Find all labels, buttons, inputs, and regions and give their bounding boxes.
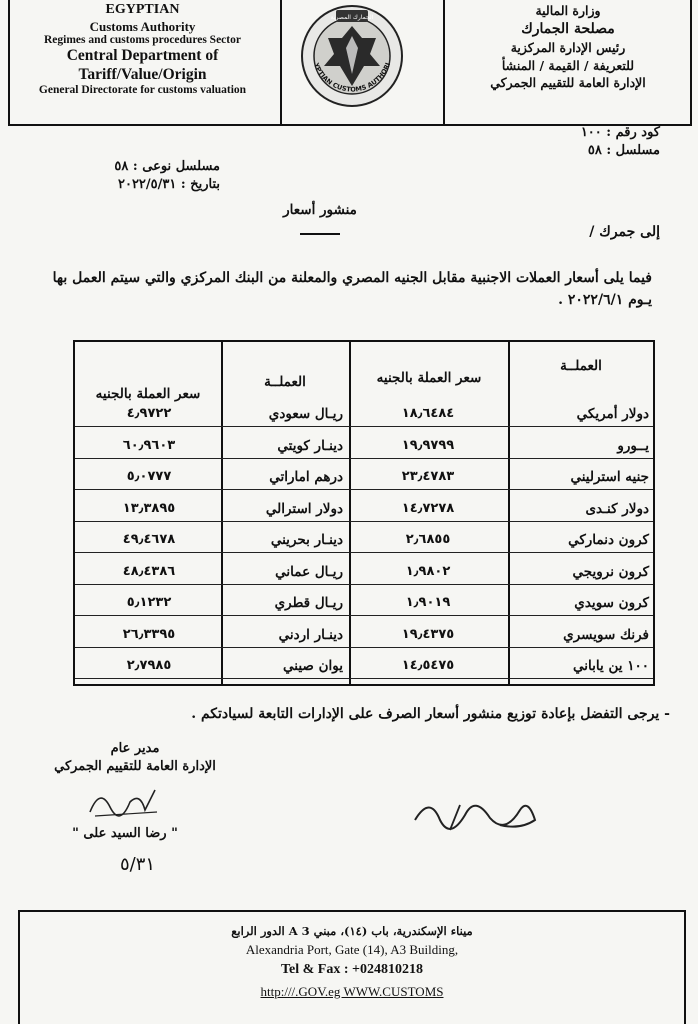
currency-rate-left: ٤٩٫٤٦٧٨: [122, 532, 176, 547]
exchange-rates-table: [73, 340, 655, 686]
currency-rate-right: ١٤٫٥٤٧٥: [401, 658, 455, 673]
customs-seal-logo: [300, 4, 404, 108]
handwritten-signature-left: [85, 782, 165, 822]
code-number: كود رقم : ١٠٠: [580, 125, 660, 140]
code-serial-block: [470, 124, 660, 159]
footer-arabic-address: ميناء الإسكندرية، باب (١٤)، مبني A 3 الدور الرابع: [231, 924, 473, 938]
currency-name-left: ريـال قطري: [274, 595, 343, 611]
signature-block: [30, 740, 240, 775]
currency-rate-right: ١٩٫٤٣٧٥: [401, 626, 455, 642]
currency-rate-left: ٤٨٫٤٣٨٦: [122, 563, 176, 579]
footer-tel-fax: Tel & Fax : +024810218: [280, 962, 423, 977]
arabic-letterhead: [452, 2, 684, 92]
header-divider-left: [280, 0, 282, 124]
en-line-5: Tariff/Value/Origin: [78, 65, 207, 83]
document-title: منشور أسعار: [283, 202, 357, 218]
ar-line-4: للتعريفة / القيمة / المنشأ: [501, 57, 635, 73]
addressee-line: إلى جمرك /: [589, 224, 660, 240]
signer-department: الإدارة العامة للتقييم الجمركي: [54, 758, 216, 774]
en-line-4: Central Department of: [66, 47, 219, 65]
currency-rate-left: ١٣٫٣٨٩٥: [122, 500, 176, 516]
en-line-1: EGYPTIAN: [105, 2, 180, 17]
signer-name: " رضا السيد على ": [72, 826, 178, 841]
col-divider-2: [349, 342, 351, 684]
type-serial: مسلسل نوعى : ٥٨: [114, 159, 220, 174]
footer-english-address: Alexandria Port, Gate (14), A3 Building,: [245, 942, 459, 957]
currency-rate-left: ٥٫١٢٣٢: [126, 595, 172, 610]
header-rate-left: سعر العملة بالجنيه: [95, 386, 201, 402]
ar-line-2: مصلحة الجمارك: [521, 20, 615, 37]
currency-name-left: دولار استرالي: [265, 500, 343, 517]
footer-website-text[interactable]: http:///.GOV.eg WWW.CUSTOMS: [260, 984, 444, 999]
header-divider-right: [443, 0, 445, 124]
currency-name-right: كرون سويدي: [574, 595, 649, 611]
logo-bottom-text: YPTIAN CUSTOMS AUTHORI: [312, 61, 393, 94]
currency-name-right: ١٠٠ ين ياباني: [573, 658, 649, 674]
signer-title: مدير عام: [110, 741, 160, 756]
en-line-6: General Directorate for customs valuation: [38, 83, 247, 96]
currency-name-left: ريـال عماني: [275, 563, 343, 580]
intro-paragraph: فيما يلى أسعار العملات الاجنبية مقابل الجنيه المصري والمعلنة من البنك المركزي والتي سيتم العمل بها يـوم ٢٠٢٢/٦/١ .: [52, 270, 652, 308]
document-date: بتاريخ : ٢٠٢٢/٥/٣١: [117, 176, 220, 192]
ar-line-1: وزارة المالية: [535, 3, 601, 18]
header-currency-right: العملــة: [560, 358, 602, 374]
currency-name-left: ريـال سعودي: [268, 406, 343, 422]
english-letterhead: [10, 2, 275, 98]
footer: [18, 910, 686, 1024]
currency-rate-right: ٢٫٦٨٥٥: [405, 532, 451, 547]
currency-name-left: يوان صيني: [283, 658, 343, 674]
currency-name-left: دينـار اردني: [278, 626, 343, 643]
currency-name-right: جنيه استرليني: [570, 469, 649, 485]
currency-rate-right: ١٫٩٨٠٢: [405, 563, 451, 579]
currency-name-right: فرنك سويسري: [563, 626, 649, 643]
currency-rate-left: ٢٫٧٩٨٥: [126, 658, 172, 673]
ar-line-3: رئيس الإدارة المركزية: [510, 40, 626, 56]
currency-name-right: دولار أمريكي: [576, 406, 649, 422]
currency-rate-right: ١٩٫٩٧٩٩: [401, 437, 455, 453]
currency-name-left: دينـار بحريني: [270, 532, 343, 548]
currency-name-right: دولار كنـدى: [585, 500, 649, 517]
currency-rate-right: ١٤٫٧٢٧٨: [401, 500, 455, 516]
currency-rate-left: ٦٠٫٩٦٠٣: [122, 437, 176, 453]
handwritten-signature-right: [410, 790, 545, 850]
currency-name-right: كرون دنماركي: [568, 532, 649, 548]
en-line-3: Regimes and customs procedures Sector: [44, 33, 241, 46]
distribution-request: - يرجى التفضل بإعادة توزيع منشور أسعار الصرف على الإدارات التابعة لسيادتكم .: [191, 706, 670, 722]
currency-name-left: دينـار كويتي: [277, 437, 343, 454]
currency-rate-right: ١٫٩٠١٩: [405, 595, 451, 610]
currency-name-right: يــورو: [617, 437, 649, 454]
col-divider-3: [221, 342, 223, 684]
en-line-2: Customs Authority: [89, 18, 196, 34]
header-currency-left: العملــة: [264, 374, 306, 390]
logo-top-text: الجمارك المصرية: [330, 14, 374, 21]
currency-rate-right: ١٨٫٦٤٨٤: [401, 406, 455, 421]
footer-website-link[interactable]: [20, 984, 684, 1000]
title-underline: [300, 233, 340, 235]
currency-rate-left: ٢٦٫٣٣٩٥: [122, 626, 176, 642]
handwritten-date: ٥/٣١: [120, 854, 156, 875]
currency-rate-left: ٤٫٩٧٢٢: [126, 406, 172, 421]
header-rate-right: سعر العملة بالجنيه: [376, 370, 482, 386]
serial-number: مسلسل : ٥٨: [587, 142, 660, 158]
ar-line-5: الإدارة العامة للتقييم الجمركي: [490, 75, 646, 91]
currency-rate-left: ٥٫٠٧٧٧: [126, 469, 172, 484]
currency-name-right: كرون نرويجي: [572, 563, 649, 580]
col-divider-1: [508, 342, 510, 684]
currency-name-left: درهم اماراتي: [269, 469, 343, 485]
type-serial-block: [60, 158, 220, 193]
currency-rate-right: ٢٣٫٤٧٨٣: [401, 469, 455, 484]
